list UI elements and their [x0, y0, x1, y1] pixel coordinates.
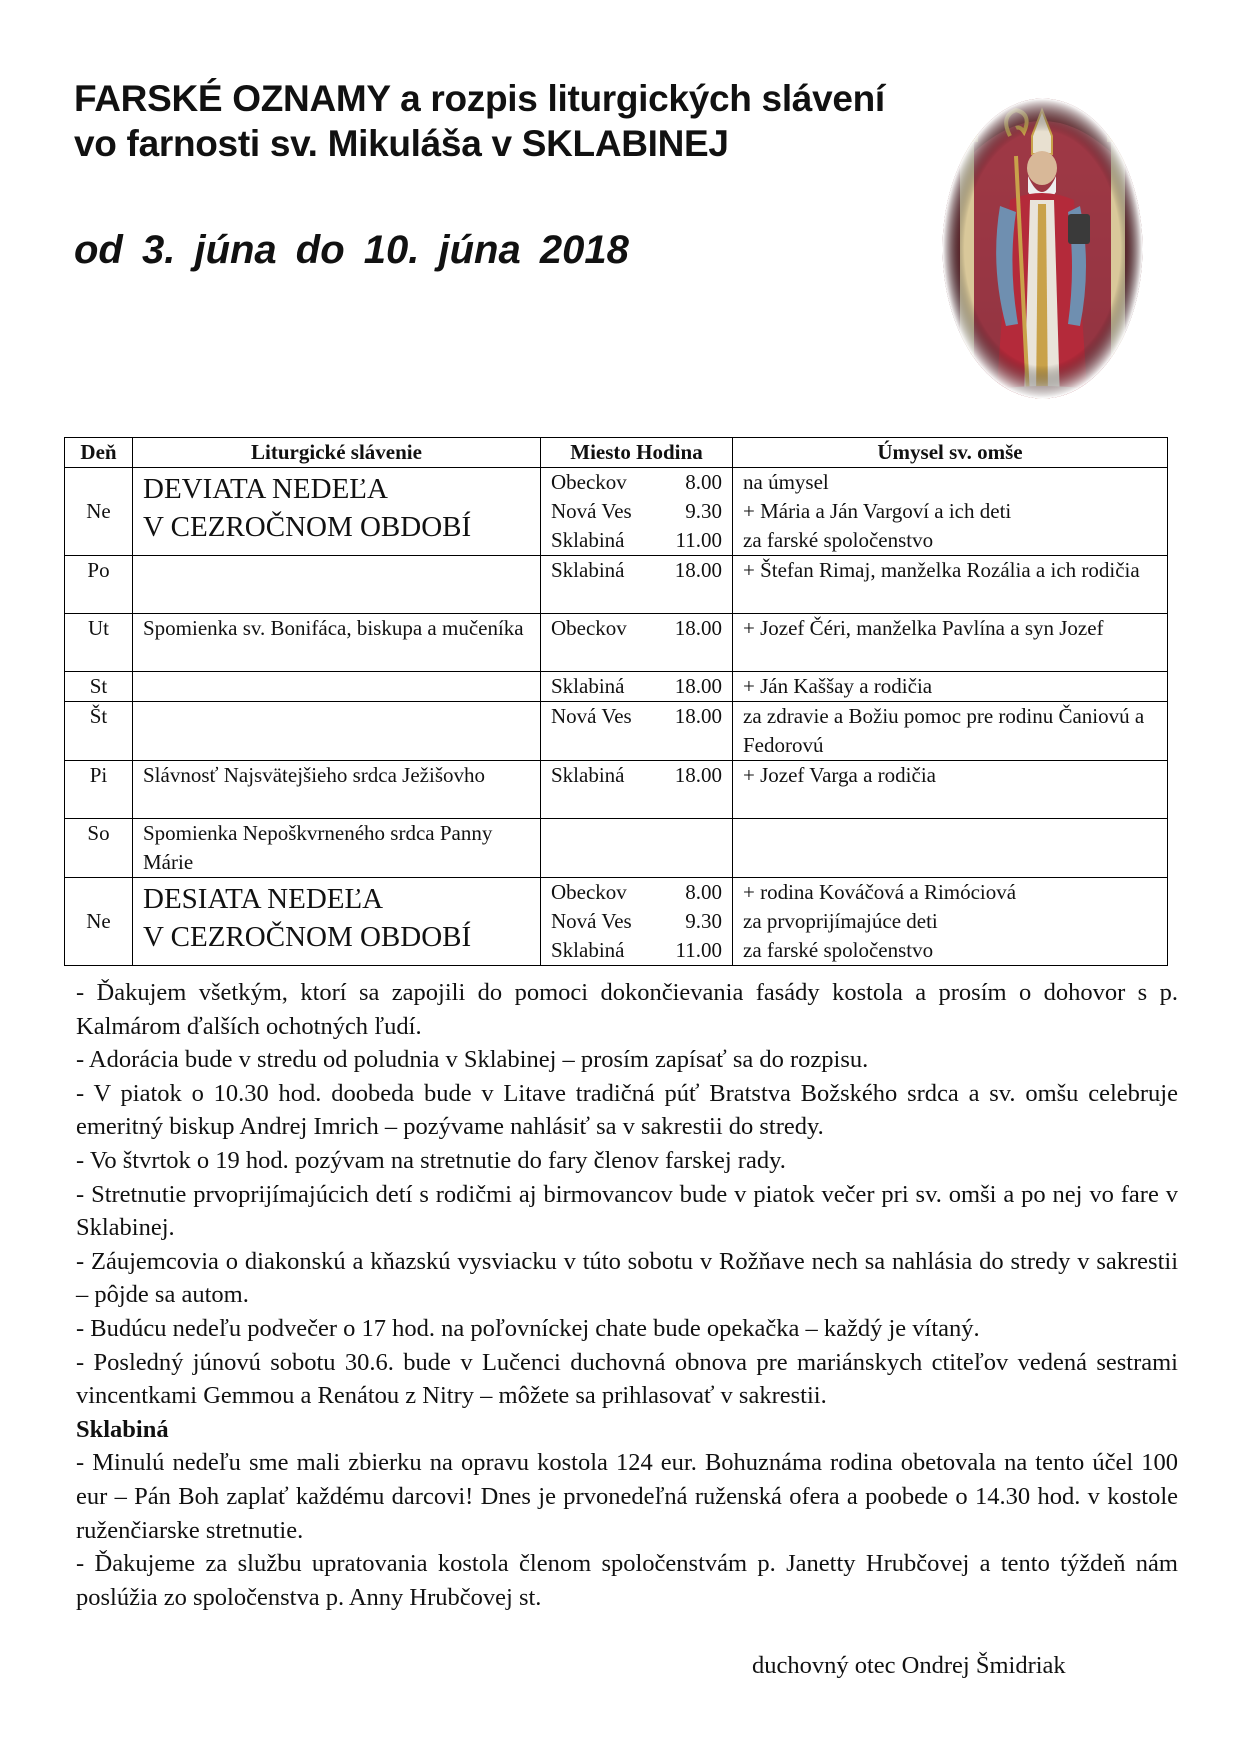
- liturgy-cell: Spomienka sv. Bonifáca, biskupa a mučeníka: [133, 614, 541, 672]
- place-time-cell: [541, 468, 733, 556]
- table-row: [65, 878, 1168, 966]
- announcement: - Adorácia bude v stredu od poludnia v Sklabinej – prosím zapísať sa do rozpisu.: [76, 1046, 869, 1074]
- liturgy-cell: Spomienka Nepoškvrneného srdca Panny Márie: [133, 819, 541, 878]
- day-cell: Ne: [65, 468, 133, 556]
- place-time-cell: [541, 878, 733, 966]
- mass-place: Obeckov: [551, 880, 627, 904]
- liturgy-schedule-table: [64, 437, 1168, 966]
- place-time-cell: [541, 819, 733, 878]
- mass-time: 9.30: [685, 909, 722, 933]
- intention-cell: [733, 819, 1168, 878]
- table-row: [65, 702, 1168, 761]
- mass-place: Sklabiná: [551, 763, 625, 787]
- place-time-cell: [541, 672, 733, 702]
- mass-place: Obeckov: [551, 470, 627, 494]
- date-range: od 3. júna do 10. júna 2018: [74, 228, 629, 272]
- mass-place: Nová Ves: [551, 499, 632, 523]
- announcement: - Ďakujem všetkým, ktorí sa zapojili do pomoci dokončievania fasády kostola a prosím o dohovor s p. Kalmárom ďalších ochotných ľudí.: [76, 979, 1178, 1040]
- liturgy-cell: Slávnosť Najsvätejšieho srdca Ježišovho: [133, 761, 541, 819]
- liturgy-line: V CEZROČNOM OBDOBÍ: [143, 921, 472, 953]
- table-row: [65, 614, 1168, 672]
- mass-time: 18.00: [674, 674, 722, 698]
- liturgy-cell: [133, 878, 541, 966]
- mass-place: Sklabiná: [551, 938, 625, 962]
- intention-cell: + Ján Kaššay a rodičia: [733, 672, 1168, 702]
- mass-time: 11.00: [675, 938, 722, 962]
- announcement: - Záujemcovia o diakonskú a kňazskú vysviacku v túto sobotu v Rožňave nech sa nahlásia do stredy v sakrestii – pôjde sa autom.: [76, 1247, 1178, 1309]
- header-day: Deň: [65, 438, 133, 468]
- day-cell: Pi: [65, 761, 133, 819]
- day-cell: Po: [65, 556, 133, 614]
- mass-time: 18.00: [674, 616, 722, 640]
- liturgy-cell: [133, 672, 541, 702]
- liturgy-cell: [133, 556, 541, 614]
- mass-place: Nová Ves: [551, 909, 632, 933]
- announcement: - Stretnutie prvoprijímajúcich detí s rodičmi aj birmovancov bude v piatok večer pri sv. omši a po nej vo fare v Sklabinej.: [76, 1180, 1178, 1242]
- announcement: - Minulú nedeľu sme mali zbierku na opravu kostola 124 eur. Bohuznáma rodina obetovala na tento účel 100 eur – Pán Boh zaplať každému darcovi! Dnes je prvonedeľná ruženská ofera a poobede o 14.30 hod. v kostole ruženčiarske stretnutie.: [76, 1449, 1178, 1544]
- mass-time: 9.30: [685, 499, 722, 523]
- bulletin-title: [74, 76, 885, 166]
- liturgy-cell: [133, 702, 541, 761]
- signature: duchovný otec Ondrej Šmidriak: [752, 1652, 1066, 1679]
- liturgy-line: V CEZROČNOM OBDOBÍ: [143, 511, 472, 543]
- intention-cell: + Jozef Varga a rodičia: [733, 761, 1168, 819]
- mass-place: Sklabiná: [551, 674, 625, 698]
- intention-cell: za zdravie a Božiu pomoc pre rodinu Čaniovú a Fedorovú: [733, 702, 1168, 761]
- intention-cell: [733, 878, 1168, 966]
- header-liturgy: Liturgické slávenie: [133, 438, 541, 468]
- day-cell: So: [65, 819, 133, 878]
- day-cell: St: [65, 672, 133, 702]
- announcements: [76, 976, 1178, 1614]
- title-line-1: FARSKÉ OZNAMY a rozpis liturgických slávení: [74, 78, 885, 119]
- header-place-time: Miesto Hodina: [541, 438, 733, 468]
- saint-nicholas-statue-photo: [940, 96, 1145, 401]
- title-line-2: vo farnosti sv. Mikuláša v SKLABINEJ: [74, 123, 729, 164]
- liturgy-line: DESIATA NEDEĽA: [143, 883, 384, 915]
- place-time-cell: [541, 761, 733, 819]
- day-cell: Ne: [65, 878, 133, 966]
- liturgy-cell: [133, 468, 541, 556]
- mass-time: 18.00: [674, 704, 722, 728]
- mass-place: Nová Ves: [551, 704, 632, 728]
- table-row: [65, 556, 1168, 614]
- intention-cell: [733, 468, 1168, 556]
- mass-place: Sklabiná: [551, 558, 625, 582]
- mass-place: Sklabiná: [551, 528, 625, 552]
- mass-time: 8.00: [685, 470, 722, 494]
- day-cell: Št: [65, 702, 133, 761]
- table-row: [65, 468, 1168, 556]
- place-time-cell: [541, 702, 733, 761]
- intention-cell: + Štefan Rimaj, manželka Rozália a ich rodičia: [733, 556, 1168, 614]
- header-intention: Úmysel sv. omše: [733, 438, 1168, 468]
- section-heading-sklabina: Sklabiná: [76, 1415, 169, 1443]
- announcement: - Posledný júnovú sobotu 30.6. bude v Lučenci duchovná obnova pre mariánskych ctiteľov vedená sestrami vincentkami Gemmou a Renátou z Nitry – môžete sa prihlasovať v sakrestii.: [76, 1348, 1178, 1410]
- day-cell: Ut: [65, 614, 133, 672]
- table-row: [65, 672, 1168, 702]
- announcement: - Vo štvrtok o 19 hod. pozývam na stretnutie do fary členov farskej rady.: [76, 1146, 786, 1174]
- mass-intention: za prvoprijímajúce deti: [743, 909, 938, 933]
- place-time-cell: [541, 614, 733, 672]
- table-row: [65, 819, 1168, 878]
- mass-intention: + rodina Kováčová a Rimóciová: [743, 880, 1017, 904]
- table-row: [65, 761, 1168, 819]
- mass-time: 18.00: [674, 558, 722, 582]
- mass-intention: na úmysel: [743, 470, 829, 494]
- table-header-row: [65, 438, 1168, 468]
- liturgy-line: DEVIATA NEDEĽA: [143, 473, 388, 505]
- announcement: - V piatok o 10.30 hod. doobeda bude v Litave tradičná púť Bratstva Božského srdca a sv. omšu celebruje emeritný biskup Andrej Imrich – pozývame nahlásiť sa v sakrestii do stredy.: [76, 1079, 1178, 1141]
- intention-cell: + Jozef Čéri, manželka Pavlína a syn Jozef: [733, 614, 1168, 672]
- mass-time: 11.00: [675, 528, 722, 552]
- mass-intention: + Mária a Ján Vargoví a ich deti: [743, 499, 1012, 523]
- announcement: - Budúcu nedeľu podvečer o 17 hod. na poľovníckej chate bude opekačka – každý je vítaný.: [76, 1314, 980, 1342]
- mass-intention: za farské spoločenstvo: [743, 938, 934, 962]
- mass-place: Obeckov: [551, 616, 627, 640]
- announcement: - Ďakujeme za službu upratovania kostola členom spoločenstvám p. Janetty Hrubčovej a tento týždeň nám poslúžia zo spoločenstva p. Anny Hrubčovej st.: [76, 1550, 1178, 1611]
- place-time-cell: [541, 556, 733, 614]
- mass-intention: za farské spoločenstvo: [743, 528, 934, 552]
- mass-time: 8.00: [685, 880, 722, 904]
- mass-time: 18.00: [674, 763, 722, 787]
